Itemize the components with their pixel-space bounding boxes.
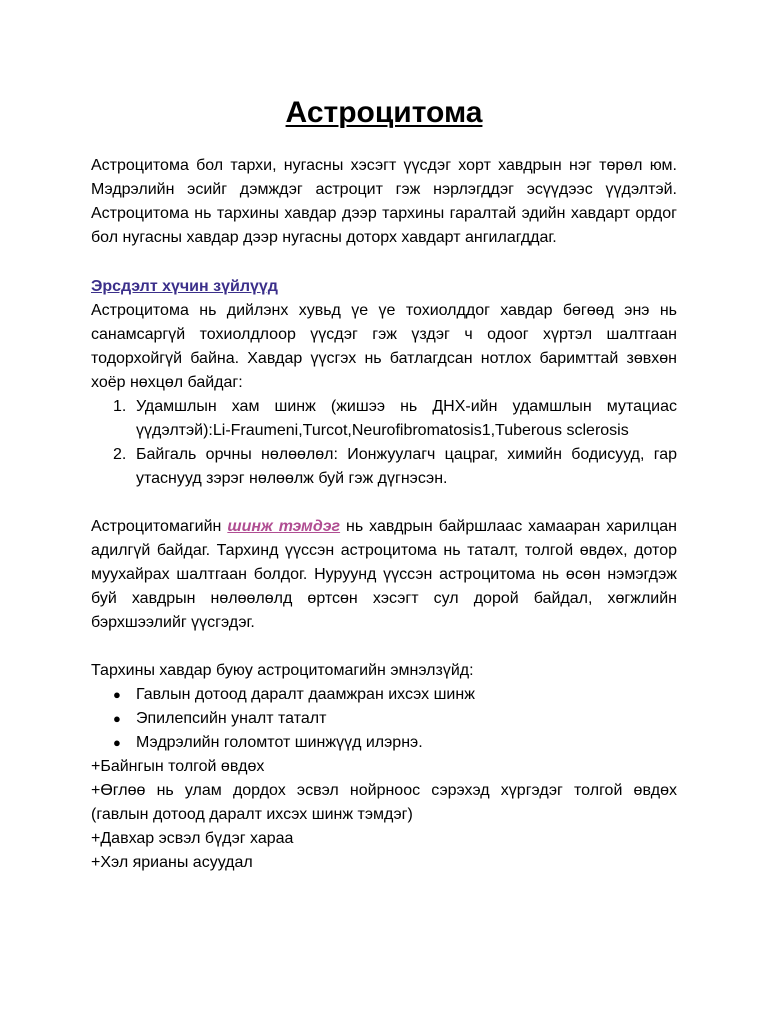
risk-factors-heading-link[interactable]: Эрсдэлт хүчин зүйлүүд (91, 278, 278, 295)
list-item (91, 443, 677, 491)
list-item-text: Мэдрэлийн голомтот шинжүүд илэрнэ. (136, 734, 423, 751)
list-item-text: Эпилепсийн уналт таталт (136, 710, 327, 727)
intro-paragraph: Астроцитома бол тархи, нугасны хэсэгт үүсдэг хорт хавдрын нэг төрөл юм. Мэдрэлийн эсийг дэмждэг астроцит гэж нэрлэгддэг эсүүдээс үүдэлтэй. Астроцитома нь тархины хавдар дээр тархины гаралтай эдийн хавдарт ордог бол нугасны хавдар дээр нугасны доторх хавдарт ангилагддаг. (91, 157, 677, 246)
clinical-signs-title: Тархины хавдар буюу астроцитомагийн эмнэлзүйд: (91, 662, 474, 679)
list-number: 2. (113, 446, 127, 463)
risk-factors-list (91, 395, 677, 491)
risk-factors-paragraph: Астроцитома нь дийлэнх хувьд үе үе тохиолддог хавдар бөгөөд энэ нь санамсаргүй тохиолдлоор үүсдэг гэж үздэг ч одоог хүртэл шалтгаан тодорхойгүй байна. Хавдар үүсгэх нь батлагдсан нотлох баримттай зөвхөн хоёр нөхцөл байдаг: (91, 302, 677, 391)
symptoms-link[interactable]: шинж тэмдэг (227, 518, 341, 535)
list-item (91, 395, 677, 443)
list-item-text: Байгаль орчны нөлөөлөл: Ионжуулагч цацраг, химийн бодисууд, гар утаснууд зэрэг нөлөөлж буй гэж дүгнэсэн. (136, 446, 677, 487)
list-item-text: Гавлын дотоод даралт даамжран ихсэх шинж (136, 686, 475, 703)
bullet-icon: ● (113, 735, 121, 750)
symptom-line: +Давхар эсвэл бүдэг хараа (91, 830, 294, 847)
list-item (91, 731, 677, 755)
clinical-signs-list (91, 683, 677, 755)
symptoms-text-before: Астроцитомагийн (91, 518, 228, 535)
page-title: Астроцитома (285, 96, 483, 129)
bullet-icon: ● (113, 687, 121, 702)
symptoms-paragraph (91, 515, 677, 635)
symptom-line: +Өглөө нь улам дордох эсвэл нойрноос сэрэхэд хүргэдэг толгой өвдөх (гавлын дотоод даралт ихсэх шинж тэмдэг) (91, 782, 677, 823)
document-page (91, 0, 677, 875)
symptoms-text-after: нь хавдрын байршлаас хамааран харилцан адилгүй байдаг. Тархинд үүссэн астроцитома нь таталт, толгой өвдөх, дотор муухайрах шалтгаан болдог. Нуруунд үүссэн астроцитома нь өсөн нэмэгдэж буй хавдрын нөлөөлөлд өртсөн хэсэгт сул дорой байдал, хөгжлийн бэрхшээлийг үүсгэдэг. (91, 518, 678, 631)
list-item (91, 683, 677, 707)
list-item-text: Удамшлын хам шинж (жишээ нь ДНХ-ийн удамшлын мутациас үүдэлтэй):Li-Fraumeni,Turcot,Neurofibromatosis1,Tuberous sclerosis (136, 398, 677, 439)
symptom-line: +Хэл ярианы асуудал (91, 854, 253, 871)
bullet-icon: ● (113, 711, 121, 726)
list-number: 1. (113, 398, 127, 415)
symptom-line: +Байнгын толгой өвдөх (91, 758, 265, 775)
list-item (91, 707, 677, 731)
